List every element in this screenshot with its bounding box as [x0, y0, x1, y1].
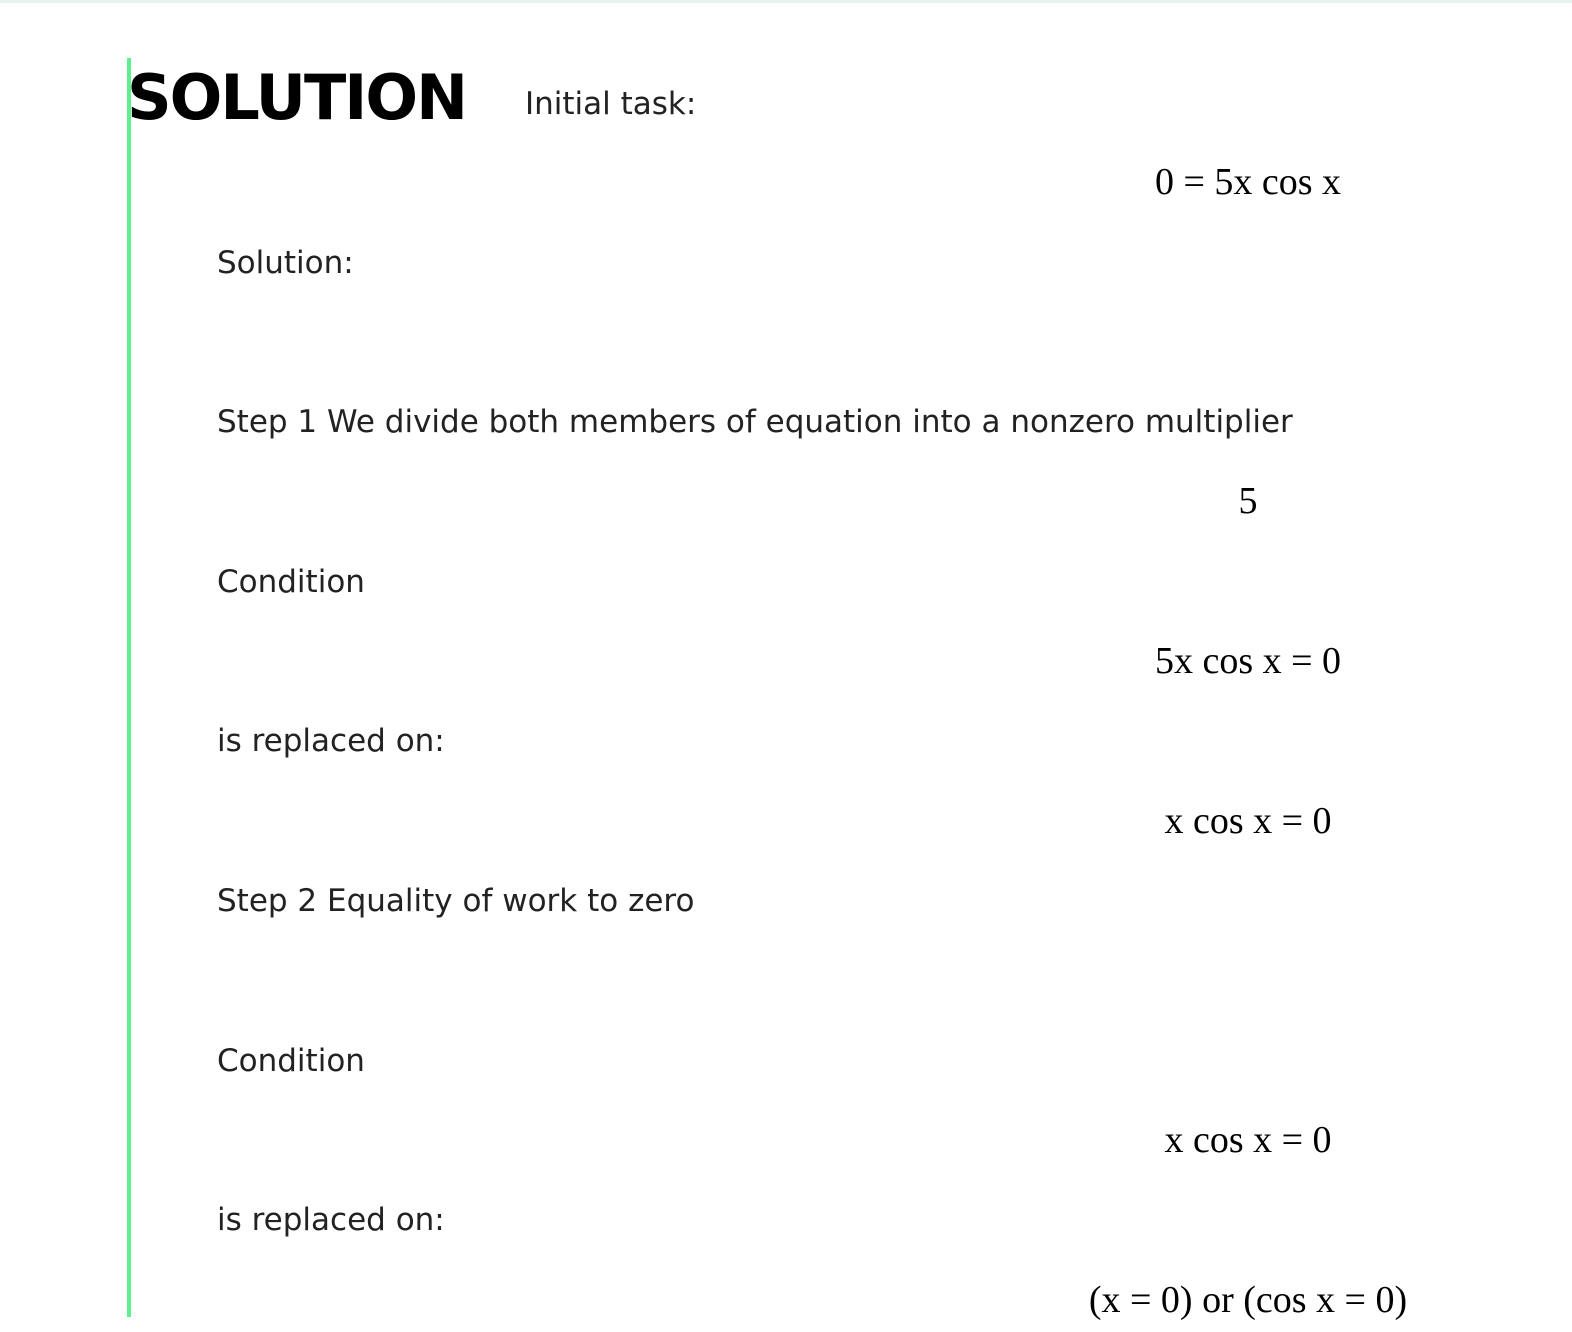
step2-replaced-label: is replaced on:	[217, 1202, 445, 1238]
solution-label: Solution:	[217, 245, 354, 281]
accent-bar	[127, 58, 131, 1317]
step2-condition-label: Condition	[217, 1043, 365, 1079]
step1-replaced-label: is replaced on:	[217, 723, 445, 759]
step1-replaced-equation: x cos x = 0	[1164, 800, 1332, 842]
page-title: SOLUTION	[127, 61, 466, 134]
step1-title: Step 1 We divide both members of equation into a nonzero multiplier	[217, 404, 1293, 440]
top-divider	[0, 0, 1572, 3]
step1-condition-equation: 5x cos x = 0	[1154, 640, 1342, 682]
step2-condition-equation: x cos x = 0	[1164, 1119, 1332, 1161]
step2-title: Step 2 Equality of work to zero	[217, 883, 695, 919]
initial-equation: 0 = 5x cos x	[1154, 161, 1342, 203]
step2-replaced-equation: (x = 0) or (cos x = 0)	[1088, 1279, 1408, 1321]
step1-condition-label: Condition	[217, 564, 365, 600]
initial-task-label: Initial task:	[525, 86, 697, 122]
step1-multiplier: 5	[1238, 480, 1258, 522]
